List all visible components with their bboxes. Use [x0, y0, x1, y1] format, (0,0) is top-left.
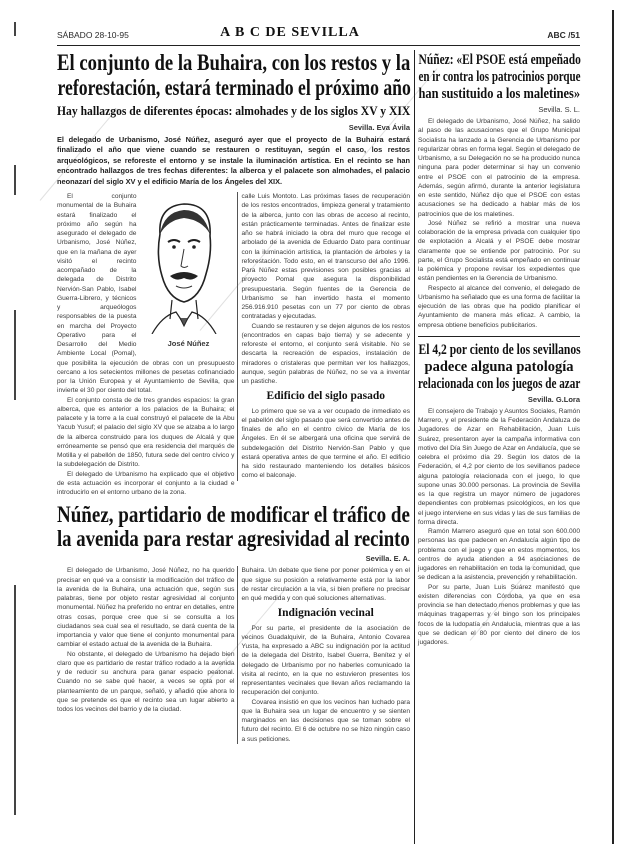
section-title: A B C DE SEVILLA [220, 25, 360, 40]
paragraph: No obstante, el delegado de Urbanismo ha dejado bien claro que es partidario de restar tráfico rodado a la avenida y de reducir su anchura para ganar espacio peatonal. Cuando no se sabe qué hacer, a veces se opta por el planteamiento de un parque, señaló, y añadió que ahora lo que se pretende es que el recinto sea un lugar abierto a todos los vecinos del barrio y de la ciudad. [57, 650, 235, 714]
portrait-photo [142, 194, 234, 349]
paragraph: El delegado de Urbanismo ha explicado que el objetivo de esta actuación es incorporar el conjunto a la ciudad e introducirlo en el entorno urbano de la zona. [57, 470, 235, 497]
article1 [57, 50, 410, 497]
headline-line: han sustituido a los maletines» [417, 86, 580, 102]
paragraph: Ramón Marrero aseguró que en total son 600.000 personas las que padecen en Andalucía algún tipo de problema con el juego y que en estos momentos, los centros de ayuda atienden a 94 asociaciones de jugadores en rehabilitación en toda la comunidad, que se dedican a la asistencia, prevención y rehabilitación. [418, 528, 580, 582]
article1-subhead [57, 103, 410, 119]
headline-line: relacionada con los juegos de azar [418, 375, 581, 392]
paragraph: El consejero de Trabajo y Asuntos Sociales, Ramón Marrero, y el presidente de la Federación Andaluza de Jugadores de Azar en Rehabilitación, Juan Luis Suárez, presentaron ayer la campaña informativa con motivo del Día Sin Juego de Azar en Andalucía, que se celebra el próximo día 29. Según los datos de la Federación, el 4,2 por ciento de los sevillanos padece alguna patología relacionada con el juego, lo que supone unas 30.000 personas. La provincia de Sevilla es la que registra un mayor número de jugadores dependientes con problemas psicológicos, en los que el juego interviene en sus vidas y las de sus familias de forma directa. [418, 407, 581, 526]
article1-col1-body [57, 192, 234, 497]
headline-line: Núñez, partidario de modificar el tráfico de [56, 502, 410, 528]
article2-byline: Sevilla. E. A. [365, 554, 410, 564]
portrait-sketch-icon [142, 194, 226, 334]
article1-byline: Sevilla. Eva Ávila [348, 123, 410, 132]
photo-caption: José Núñez [167, 339, 210, 349]
headline-line: en ir contra los patrocinios porque [418, 69, 581, 85]
column-divider [414, 50, 415, 844]
headline-line: reforestación, estará terminado el próximo año [57, 75, 411, 100]
sidebar1-body [418, 117, 580, 330]
sidebar2-byline: Sevilla. G.Lora [527, 394, 580, 404]
article1-section-heading: Edificio del siglo pasado [266, 390, 386, 403]
sidebar2-headline [418, 342, 580, 393]
scan-edge-mark [14, 165, 16, 195]
article1-columns [57, 192, 410, 497]
article1-lede: El delegado de Urbanismo, José Núñez, aseguró ayer que el proyecto de la Buhaira estará finalizado el año que viene cuando se restauren o restituyan, según el caso, los restos arqueológicos, se reforeste el entorno y se instale la iluminación artística. En el recinto se han encontrado hallazgos de tres fechas diferentes: la alberca y el palacete son almohades, el palacio neonazarí del siglo XV y el edificio María de los Ángeles del XIX. [57, 135, 410, 186]
issue-date: SÁBADO 28-10-95 [57, 30, 129, 40]
article2 [57, 503, 410, 744]
article2-columns [57, 566, 410, 744]
paragraph: Por su parte, Juan Luis Suárez manifestó que existen diferencias con Córdoba, ya que en esa provincia se han detectado menos problemas y que las máquinas tragaperras y el bingo son los principales focos de la ludopatía en Andalucía, mientras que a las que se dedican el 80 por ciento del dinero de los jugadores. [418, 583, 580, 646]
article2-section-heading: Indignación vecinal [277, 607, 374, 620]
scan-edge-mark [14, 585, 16, 815]
article1-headline [57, 50, 410, 100]
sidebar2-body [418, 407, 580, 648]
sidebar-rule [418, 336, 580, 337]
scan-edge-mark [14, 310, 16, 400]
sidebar1-headline [418, 52, 580, 103]
paragraph: El delegado de Urbanismo, José Núñez, no ha querido precisar en qué va a consistir la modificación del tráfico de la avenida de la Buhaira, una actuación que, según sus palabras, tiene por objeto restar agresividad al conjunto monumental. Núñez ha preferido no entrar en detalles, entre otras cosas, porque cree que si se consulta a los ciudadanos sea cual sea el resultado, se dará cuenta de la importancia y valor que tiene el conjunto monumental para cambiar el estado actual de la avenida de la Buhaira. [57, 567, 235, 649]
header-rule [57, 45, 580, 46]
article2-headline [57, 503, 410, 551]
paragraph: José Núñez se refirió a mostrar una nueva colaboración de la empresa privada con cualquier tipo de explotación a Alcalá y el PSOE debe mostrar claramente que se entiende por patrocinio. Por su parte, el Grupo Socialista está empeñado en continuar la polémica y propone revisar los expedientes que están pendientes en la Gerencia de Urbanismo. [418, 219, 580, 283]
scan-edge-mark [14, 22, 16, 36]
headline-line: El conjunto de la Buhaira, con los restos y la [57, 50, 411, 75]
main-area [57, 50, 410, 744]
paragraph: Por su parte, el presidente de la asociación de vecinos Guadalquivir, de la Buhaira, Antonio Covarea Yusta, ha expresado a ABC su indignación por la actitud de la delegada del Distrito, Isabel Guerra, Benítez y el delegado de Urbanismo por no haberles comunicado la visita al recinto, en la que no estuvieron presentes los representantes vecinales que llevan años reclamando la recuperación del conjunto. [241, 624, 410, 697]
paragraph: Buhaira. Un debate que tiene por poner polémica y en el que sigue su posición a relativamente está por la labor de restar circulación a la vía, si bien prefiere no precisar en qué medida y con qué soluciones alternativas. [241, 567, 410, 603]
article2-col2-body [237, 566, 410, 744]
paragraph: calle Luis Montoto. Las próximas fases de recuperación de los restos encontrados, limpieza general y tratamiento de la alberca, junto con las obras de acceso al recinto, están prácticamente terminadas. Antes de finalizar este año se habrá iniciado la obra del muro que recoge el arbolado de la avenida de Eduardo Dato para continuar con la iluminación artística, la plantación de árboles y la reforestación. Todo esto, en el transcurso del año 1996. Para Núñez estas previsiones son posibles gracias al proyecto Pomal que asegura la disponibilidad presupuestaria. Según fuentes de la Gerencia de Urbanismo se han invertido hasta el momento 256.916.910 pesetas con un 77 por ciento de obras contratadas y ejecutadas. [241, 193, 410, 321]
paragraph: Covarea insistió en que los vecinos han luchado para que la Buhaira sea un lugar de encuentro y se sienten marginados en las decisiones que se toman sobre el futuro del recinto. El 6 de octubre no se hizo ningún caso a sus peticiones. [241, 698, 410, 743]
headline-line: la avenida para restar agresividad al recinto [56, 526, 410, 552]
paragraph: Lo primero que se va a ver ocupado de inmediato es el pabellón del siglo pasado que será convertido antes de finales de año en el centro cívico de María de los Ángeles. En él se albergará una oficina que servirá de subdelegación del Distrito Nervión-San Pablo y que estará operativa antes de que termine el año. El edificio ha sido restaurado manteniendo los detalles básicos como el balconaje. [241, 407, 410, 480]
paragraph: El conjunto monumental de la Buhaira estará finalizado el próximo año según ha asegurado el delegado de Urbanismo, José Núñez, que en la mañana de ayer visitó el recinto acompañado de la delegada de Distrito Nervión-San Pablo, Isabel Guerra-Librero, y técnicos y arqueólogos responsables de la puesta en marcha del Proyecto Operativo para el Desarrollo del Medio Ambiente Local (Pomal), que posibilita la ejecución de obras con un presupuesto cercano a los setecientos millones de pesetas cofinanciado por la Unión Europea y el Ayuntamiento de Sevilla, que invierte el 30 por ciento del total. [57, 193, 235, 395]
sidebar1-byline: Sevilla. S. L. [538, 105, 580, 114]
headline-line: Núñez: «El PSOE está empeñado [418, 52, 581, 68]
headline-line: padece alguna patología [424, 358, 574, 375]
paragraph: Respecto al alcance del convenio, el delegado de Urbanismo ha señalado que es una forma de facilitar la ejecución de las obras que ha podido planificar el Ayuntamiento de manera más eficaz. A cambio, la empresa obtiene beneficios publicitarios. [418, 284, 580, 329]
article1-col2-body [237, 192, 410, 481]
article2-col1-body [57, 566, 234, 714]
paragraph: Cuando se restauren y se dejen algunos de los restos (encontrados en capas bajo tierra) y se adecente y reforeste el entorno, el conjunto será visitable. No se descarta la recreación de espacios, instalación de miradores o cristaleras que permitan ver los hallazgos, aunque, según palabras de Núñez, no se va a inventar un pastiche. [241, 322, 410, 386]
scan-right-edge [612, 10, 614, 844]
page-number: ABC /51 [547, 30, 580, 40]
paragraph: El delegado de Urbanismo, José Núñez, ha salido al paso de las acusaciones que el Grupo Municipal Socialista ha lanzado a la Gerencia de Urbanismo por regularizar obras en forma legal. Según el delegado de Urbanismo, a su Delegación no se ha producido nunca ninguna para poder determinar si hay un convenio entre el PSOE con el patrocinio de la empresa. Además, según afirmó, durante la anterior legislatura en este sentido, Núñez dijo que el PSOE con estas acusaciones se ha dedicado a hablar más de los patrocinios que de los maletines. [418, 118, 580, 218]
subhead-text: Hay hallazgos de diferentes épocas: almohades y de los siglos XV y XIX [57, 103, 411, 118]
headline-line: El 4,2 por ciento de los sevillanos [418, 341, 581, 358]
sidebar-area [418, 52, 580, 647]
paragraph: El conjunto consta de de tres grandes espacios: la gran alberca, que es anterior a los palacios de la Buhaira; el palacete y la torre a la cual construyó el palacete de la Abu Yacub Yusuf; el palacio del siglo XV que se alzaba a lo largo de la alberca construido para los duques de Alcalá y que erróneamente se pensó que era residencia del marqués de Motilla y el pabellón de 1850, futura sede del centro cívico y la subdelegación de Distrito. [57, 396, 235, 469]
